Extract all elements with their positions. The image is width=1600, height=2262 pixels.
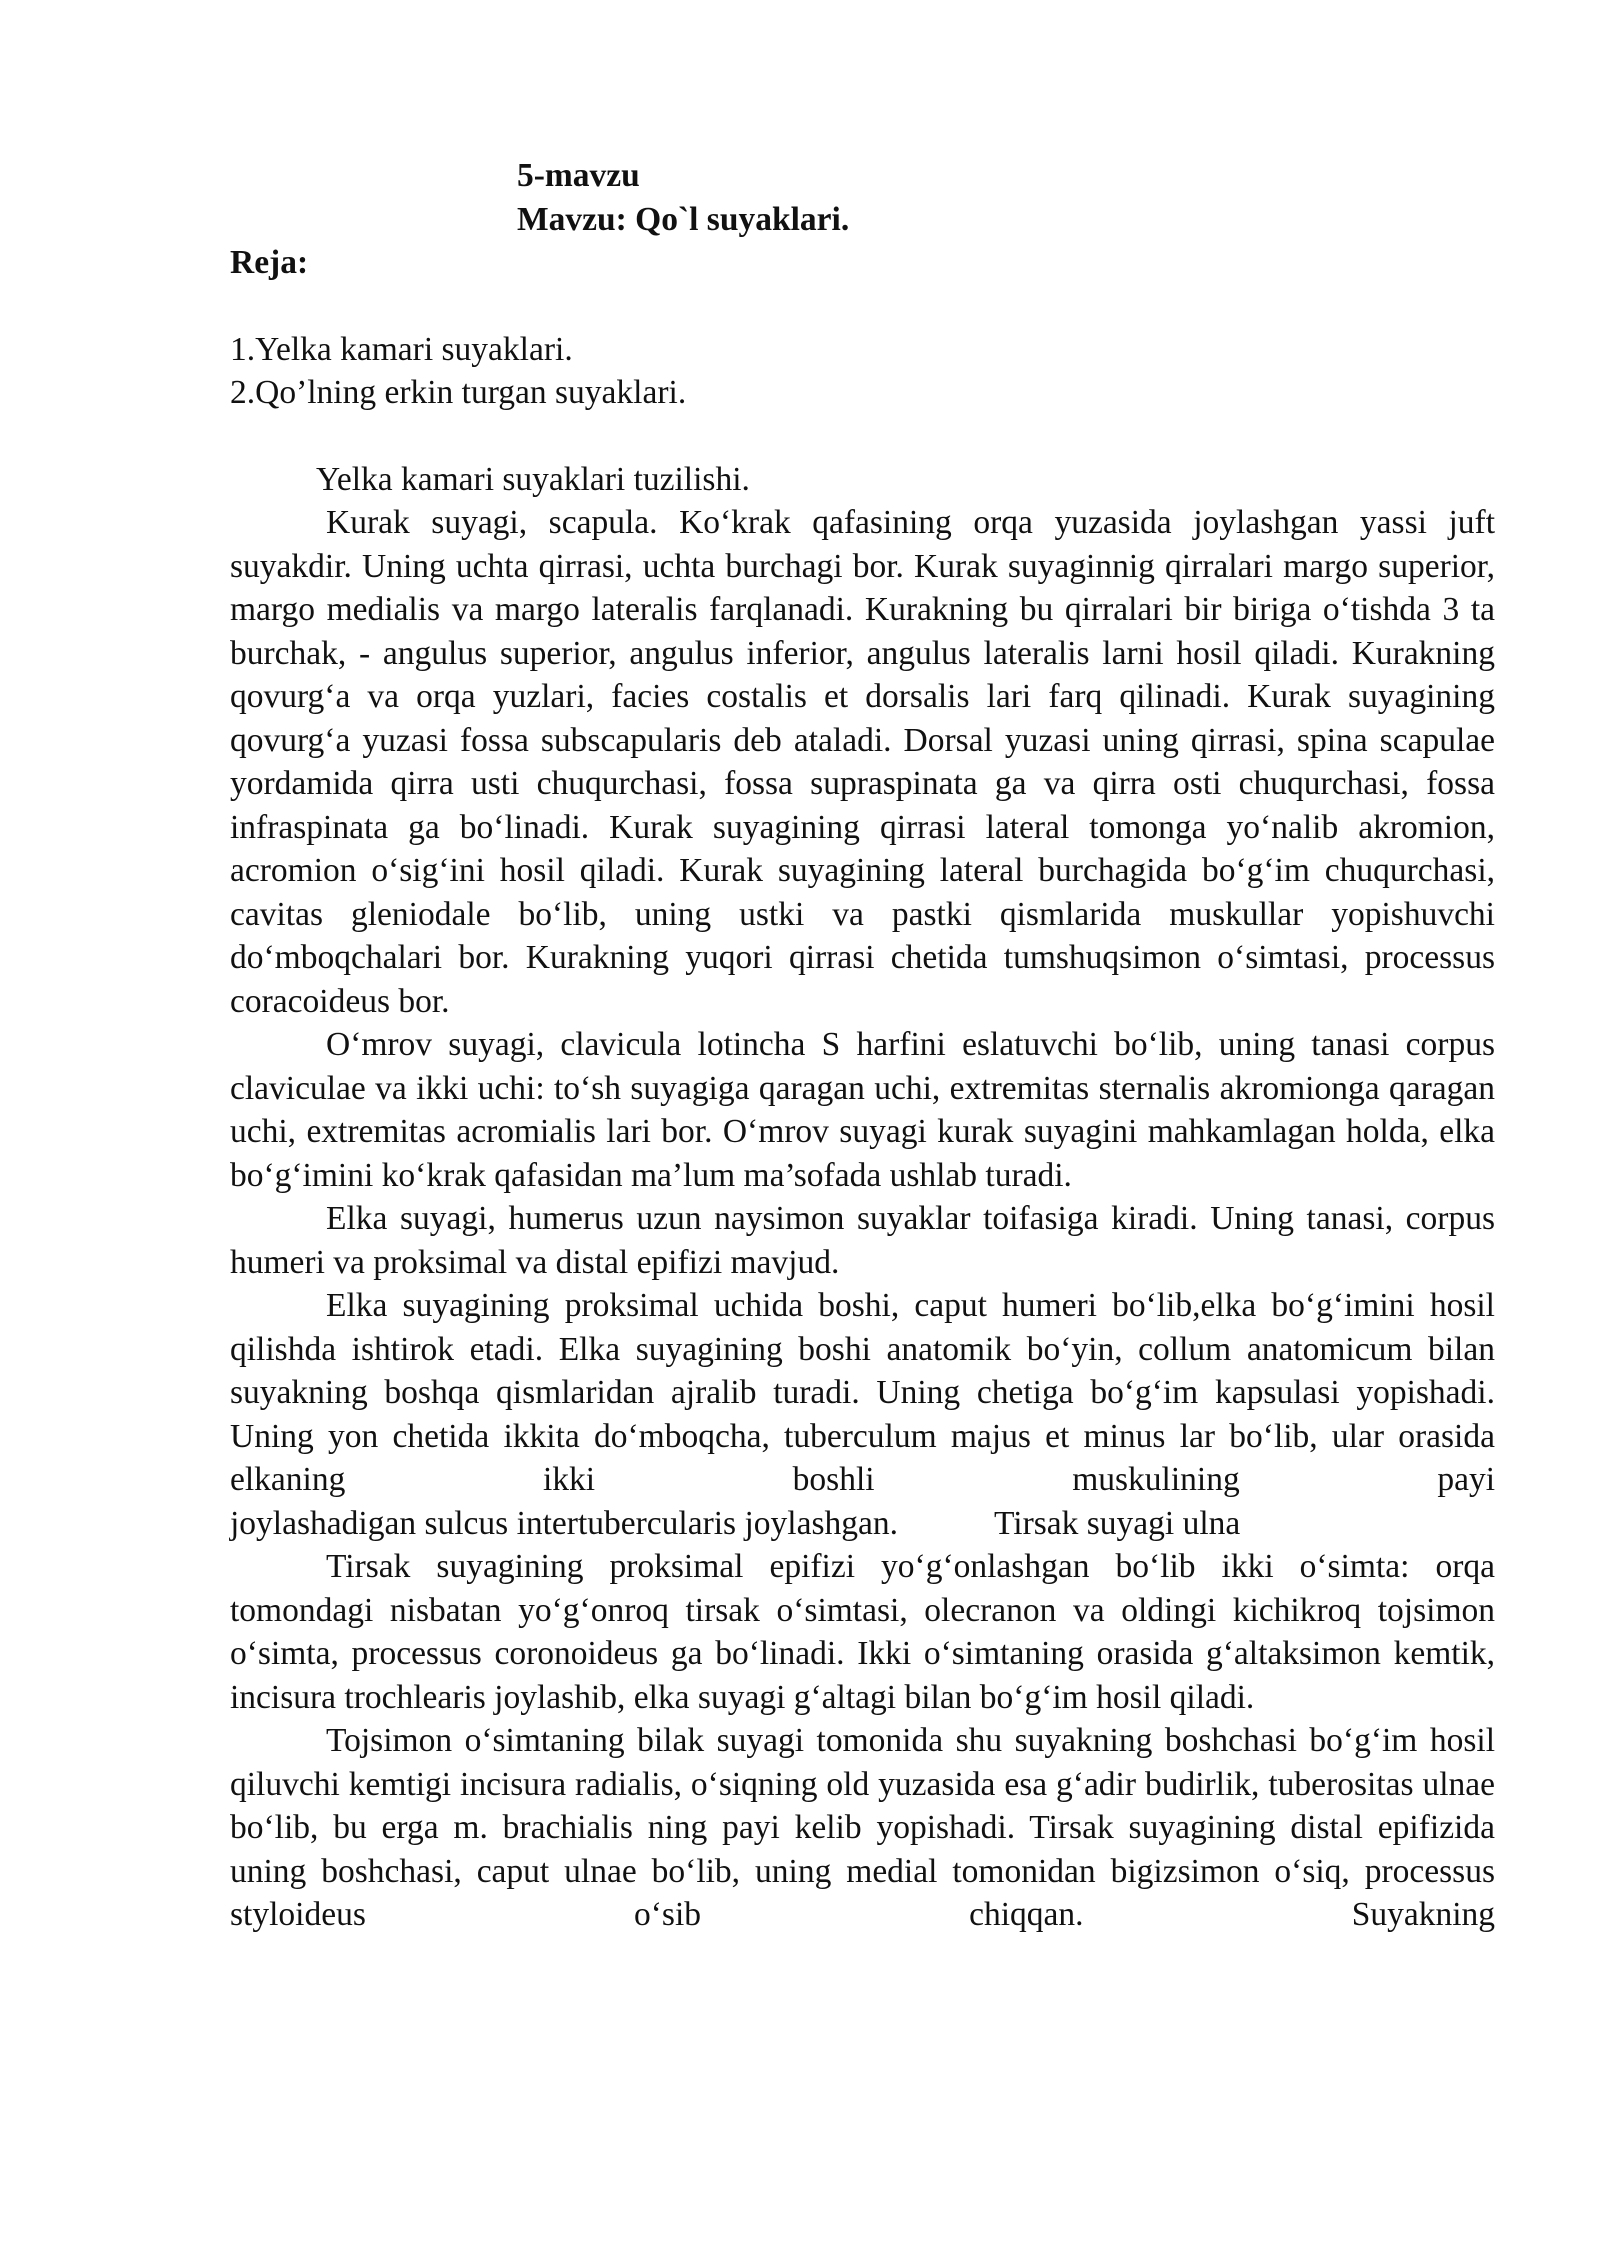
plan-list bbox=[230, 328, 1495, 415]
paragraph-tail-text: joylashadigan sulcus intertubercularis joylashgan. bbox=[230, 1504, 898, 1542]
paragraph-scapula: Kurak suyagi, scapula. Ko‘krak qafasining orqa yuzasida joylashgan yassi juft suyakdir. Uning uchta qirrasi, uchta burchagi bor. Kurak suyaginnig qirralari margo superior, margo medialis va margo lateralis farqlanadi. Kurakning bu qirralari bir biriga o‘tishda 3 ta burchak, - angulus superior, angulus inferior, angulus lateralis larni hosil qiladi. Kurakning qovurg‘a va orqa yuzlari, facies costalis et dorsalis lari farq qilinadi. Kurak suyagining qovurg‘a yuzasi fossa subscapularis deb ataladi. Dorsal yuzasi uning qirrasi, spina scapulae yordamida qirra usti chuqurchasi, fossa supraspinata ga va qirra osti chuqurchasi, fossa infraspinata ga bo‘linadi. Kurak suyagining qirrasi lateral tomonga yo‘nalib akromion, acromion o‘sig‘ini hosil qiladi. Kurak suyagining lateral burchagida bo‘g‘im chuqurchasi, cavitas gleniodale bo‘lib, uning ustki va pastki qismlarida muskullar yopishuvchi do‘mboqchalari bor. Kurakning yuqori qirrasi chetida tumshuqsimon o‘simtasi, processus coracoideus bor. bbox=[230, 504, 1495, 1020]
topic-number: 5-mavzu bbox=[517, 157, 640, 194]
document-page bbox=[230, 150, 1495, 1937]
plan-label: Reja: bbox=[230, 244, 309, 281]
section-title: Yelka kamari suyaklari tuzilishi. bbox=[316, 460, 750, 498]
paragraph-humerus-proximal: Elka suyagining proksimal uchida boshi, caput humeri bo‘lib,elka bo‘g‘imini hosil qilishda ishtirok etadi. Elka suyagining boshi anatomik bo‘yin, collum anatomicum bilan suyakning boshqa qismlaridan ajralib turadi. Uning chetiga bo‘g‘im kapsulasi yopishadi. Uning yon chetida ikkita do‘mboqcha, tuberculum majus et minus lar bo‘lib, ular orasida elkaning ikki boshli muskulining payi bbox=[230, 1287, 1495, 1498]
paragraph-humerus: Elka suyagi, humerus uzun naysimon suyaklar toifasiga kiradi. Uning tanasi, corpus humeri va proksimal va distal epifizi mavjud. bbox=[230, 1200, 1495, 1281]
paragraph-humerus-proximal-end bbox=[230, 1502, 1495, 1546]
paragraph-ulna-coronoid: Tojsimon o‘simtaning bilak suyagi tomonida shu suyakning boshchasi bo‘g‘im hosil qiluvchi kemtigi incisura radialis, o‘siqning old yuzasida esa g‘adir budirlik, tuberositas ulnae bo‘lib, bu erga m. brachialis ning payi kelib yopishadi. Tirsak suyagining distal epifizida uning boshchasi, caput ulnae bo‘lib, uning medial tomonidan bigizsimon o‘siq, processus styloideus o‘sib chiqqan. Suyakning bbox=[230, 1722, 1495, 1933]
plan-item-2: 2.Qo’lning erkin turgan suyaklari. bbox=[230, 374, 687, 411]
plan-item-1: 1.Yelka kamari suyaklari. bbox=[230, 330, 573, 368]
topic-title: Mavzu: Qo`l suyaklari. bbox=[517, 200, 850, 238]
paragraph-clavicula: O‘mrov suyagi, clavicula lotincha S harfini eslatuvchi bo‘lib, uning tanasi corpus claviculae va ikki uchi: to‘sh suyagiga qaragan uchi, extremitas sternalis akromionga qaragan uchi, extremitas acromialis lari bor. O‘mrov suyagi kurak suyagini mahkamlagan holda, elka bo‘g‘imini ko‘krak qafasidan ma’lum ma’sofada ushlab turadi. bbox=[230, 1026, 1495, 1194]
paragraph-ulna-proximal: Tirsak suyagining proksimal epifizi yo‘g‘onlashgan bo‘lib ikki o‘simta: orqa tomondagi nisbatan yo‘g‘onroq tirsak o‘simtasi, olecranon va oldingi kichikroq tojsimon o‘simta, processus coronoideus ga bo‘linadi. Ikki o‘simtaning orasida g‘altaksimon kemtik, incisura trochlearis joylashib, elka suyagi g‘altagi bilan bo‘g‘im hosil qiladi. bbox=[230, 1548, 1495, 1716]
inline-subheading-ulna: Tirsak suyagi ulna bbox=[993, 1504, 1241, 1542]
